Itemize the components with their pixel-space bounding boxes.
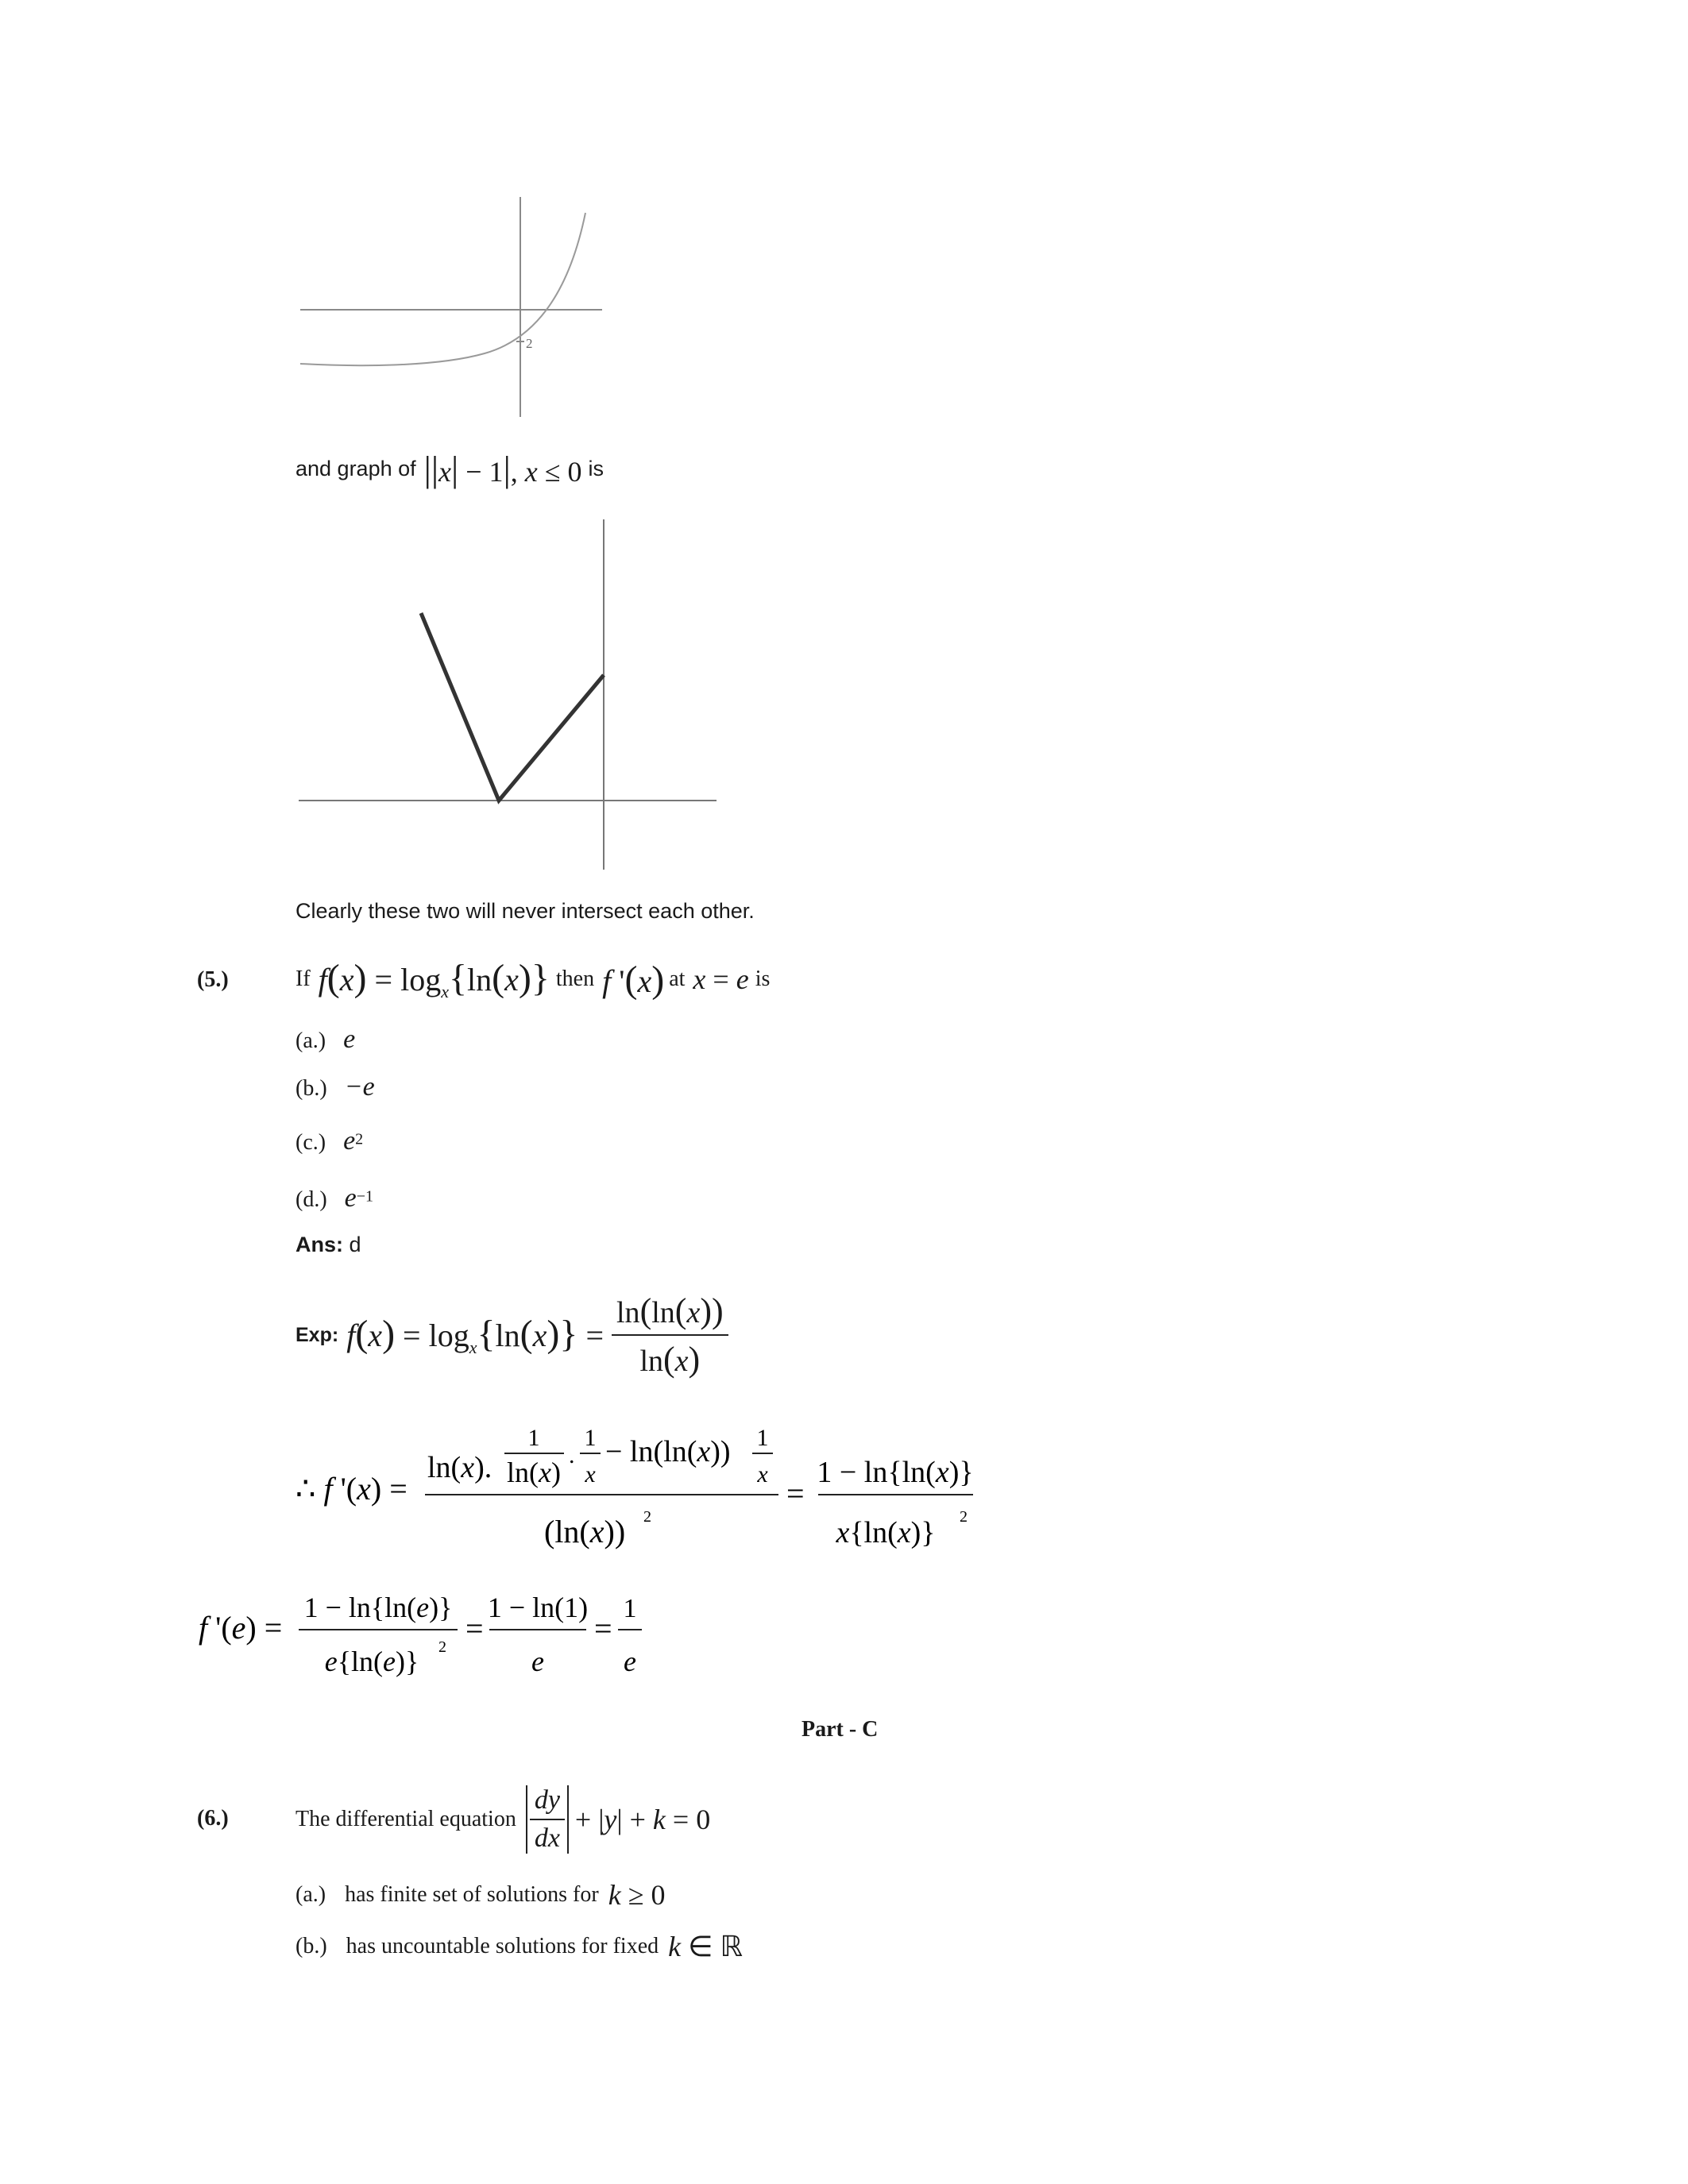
svg-text:1: 1 (756, 1425, 769, 1451)
q5-option-c[interactable] (295, 1126, 363, 1156)
svg-text:1 − ln(1): 1 − ln(1) (487, 1592, 589, 1623)
option-text: has uncountable solutions for fixed (346, 1934, 659, 1958)
graph-of-text: and graph of (295, 456, 416, 480)
svg-text:1 − ln{ln(x)}: 1 − ln{ln(x)} (817, 1456, 974, 1489)
option-value: e (344, 1183, 357, 1213)
option-exponent: −1 (356, 1187, 374, 1206)
svg-text:1: 1 (584, 1425, 597, 1451)
q5-exp-line1 (295, 1283, 728, 1387)
svg-text:ln(x).: ln(x). (427, 1451, 492, 1484)
svg-text:=: = (465, 1611, 484, 1646)
q6-option-a[interactable] (295, 1878, 665, 1912)
q6-number: (6.) (197, 1806, 229, 1831)
figure-v-graph (294, 516, 723, 882)
q5-derivative: f '(x) (602, 958, 665, 1001)
conclusion-text: Clearly these two will never intersect each other. (295, 899, 755, 923)
q5-is: is (755, 967, 771, 991)
q5-option-b[interactable] (295, 1072, 375, 1102)
svg-text:.: . (569, 1442, 575, 1468)
svg-text:(ln(x)): (ln(x)) (544, 1514, 626, 1549)
option-text: has finite set of solutions for (345, 1882, 599, 1907)
svg-text:=: = (594, 1611, 612, 1646)
svg-text:2: 2 (438, 1638, 446, 1656)
q5-number: (5.) (197, 967, 229, 992)
svg-text:e: e (531, 1646, 544, 1677)
svg-text:x: x (757, 1461, 768, 1488)
option-value: e (343, 1024, 356, 1054)
svg-text:x{ln(x)}: x{ln(x)} (836, 1516, 936, 1549)
q5-if: If (295, 967, 311, 991)
option-label: (d.) (295, 1187, 327, 1212)
v-curve (421, 613, 604, 801)
curve (300, 213, 585, 365)
option-label: (b.) (295, 1076, 327, 1101)
option-exponent: 2 (355, 1130, 364, 1148)
answer-value: d (349, 1233, 361, 1256)
svg-text:1: 1 (527, 1425, 540, 1451)
svg-text:f '(e) =: f '(e) = (199, 1610, 283, 1646)
svg-text:x: x (585, 1461, 596, 1488)
q5-stem (295, 951, 770, 1007)
q6-stem-text: The differential equation (295, 1807, 516, 1831)
abs-expression: ||x| − 1|, x ≤ 0 (423, 448, 582, 489)
q5-point: x = e (693, 963, 749, 995)
q5-answer (295, 1233, 361, 1257)
option-math: k ≥ 0 (608, 1879, 666, 1911)
svg-text:2: 2 (643, 1508, 651, 1526)
svg-text:e: e (624, 1646, 636, 1677)
q5-then: then (555, 967, 595, 991)
option-math: k ∈ ℝ (668, 1931, 743, 1962)
answer-label: Ans: (295, 1233, 343, 1256)
option-value: −e (344, 1072, 375, 1102)
is-text: is (588, 456, 605, 480)
svg-text:=: = (786, 1476, 805, 1511)
part-heading: Part - C (802, 1717, 879, 1742)
exp-label: Exp: (295, 1323, 339, 1346)
svg-text:∴ f '(x) =: ∴ f '(x) = (295, 1471, 408, 1507)
tick-label: 2 (526, 336, 533, 351)
option-label: (a.) (295, 1882, 326, 1907)
q6-option-b[interactable] (295, 1930, 743, 1963)
option-label: (a.) (295, 1028, 326, 1053)
q5-exp-evaluate (197, 1572, 674, 1692)
svg-text:e{ln(e)}: e{ln(e)} (324, 1646, 419, 1677)
q5-option-d[interactable] (295, 1183, 373, 1214)
exp-fraction-1: $\frac{\ln(\ln(x))}{\ln(x)}$ (612, 1291, 728, 1379)
option-label: (c.) (295, 1130, 326, 1155)
q5-option-a[interactable] (295, 1024, 355, 1055)
exp-fx: $f(x) = \log_x\{\ln(x)\}$ = (346, 1313, 604, 1357)
option-value: e (343, 1126, 356, 1156)
svg-text:1 − ln{ln(e)}: 1 − ln{ln(e)} (303, 1592, 453, 1623)
q5-at: at (669, 967, 686, 991)
svg-text:1: 1 (623, 1594, 637, 1623)
q5-function-def: $f(x) = \log_x\{\ln(x)\}$ (318, 957, 550, 1001)
svg-text:− ln(ln(x)): − ln(ln(x)) (605, 1435, 731, 1468)
svg-text:2: 2 (960, 1508, 968, 1526)
graph-of-line (295, 445, 604, 492)
figure-exponential-graph (294, 191, 612, 421)
option-label: (b.) (295, 1934, 327, 1958)
svg-text:ln(x): ln(x) (507, 1457, 561, 1488)
q5-exp-derivative (294, 1406, 977, 1565)
q6-stem (295, 1776, 710, 1863)
q6-equation: $\frac{dy}{dx}$ + |y| + k = 0 (526, 1785, 710, 1854)
